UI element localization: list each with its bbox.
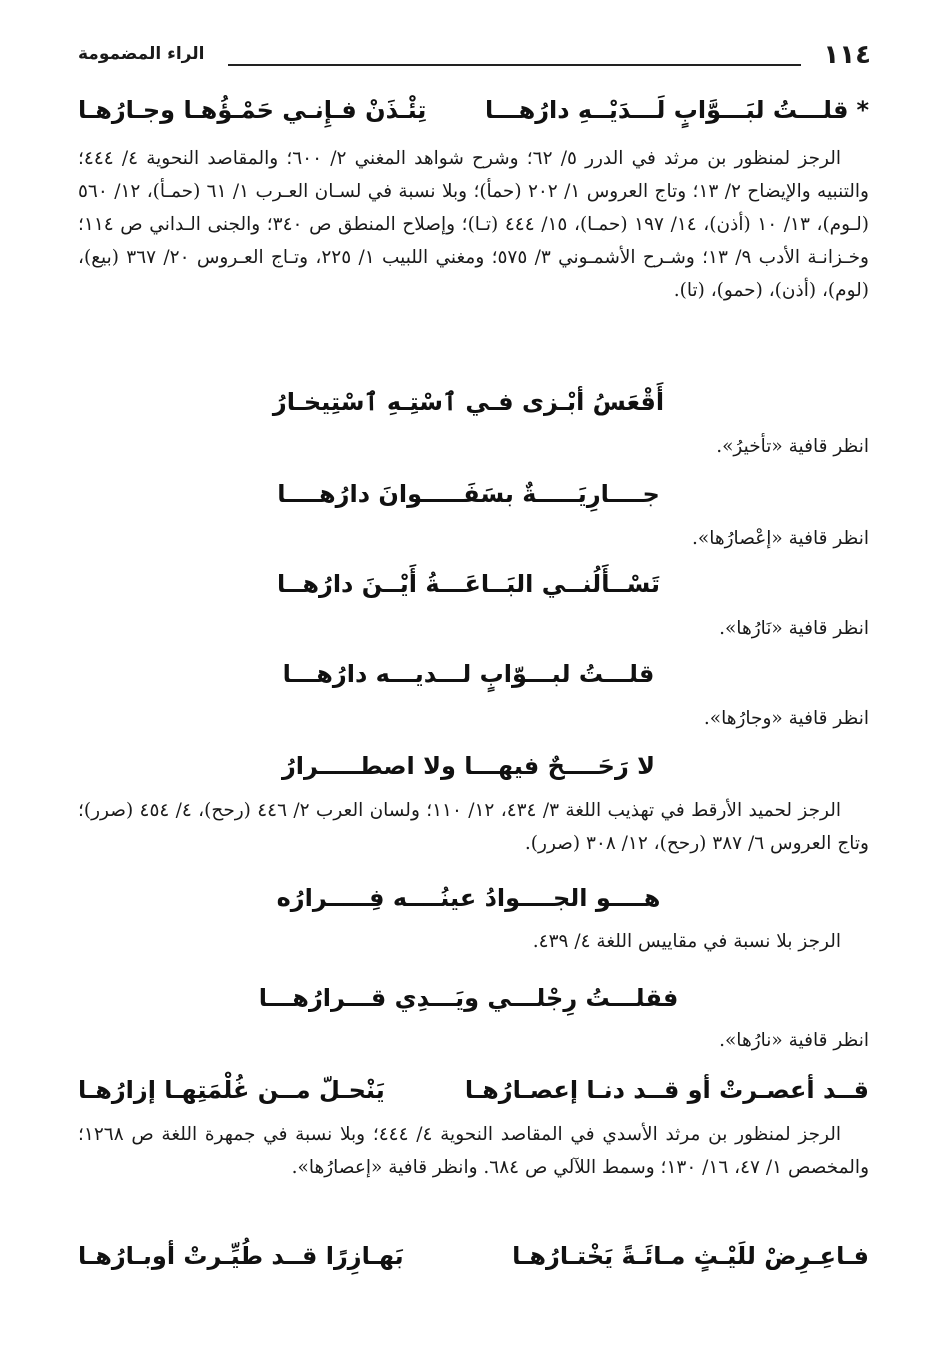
verse-line: جــــارِيَـــــةٌ بسَفَـــــوانَ دارُهــــا: [277, 480, 660, 508]
verse-text: قلـــتُ لبَـــوَّابٍ لَـــدَيْــهِ دارُهـــا: [484, 96, 849, 124]
cross-reference-note: انظر قافية «تأخيرُ».: [716, 436, 869, 457]
cross-reference-note: انظر قافية «إعْصارُها».: [692, 528, 869, 549]
verse-line: هــــو الجــــوادُ عينُــــه فِـــــرارُه: [276, 884, 661, 912]
source-text: الرجز بلا نسبة في مقاييس اللغة ٤/ ٤٣٩.: [532, 931, 841, 952]
verse-line: قلـــتُ لبـــوّابٍ لـــديـــه دارُهـــا: [282, 660, 655, 688]
source-text: الرجز لمنظور بن مرثد في الدرر ٥/ ٦٢؛ وشرح شواهد المغني ٢/ ٦٠٠؛ والمقاصد النحوية ٤/ ٤٤٤؛ والتنبيه والإيضاح ٢/ ١٣؛ وتاج العروس ١/ ٢٠٢ (حمأ)؛ وبلا نسبة في لسـان العـرب ١/ ٦١ (حمـأ)، ١٢/ ٥٦٠ (لـوم)، ١٣/ ١٠ (أذن)، ١٤/ ١٩٧ (حمـا)، ١٥/ ٤٤٤ (تـا)؛ وإصلاح المنطق ص ٣٤٠؛ والجنى الـداني ص ١١٤؛ وخـزانـة الأدب ٩/ ١٣؛ وشـرح الأشمـوني ٣/ ٥٧٥؛ ومغني اللبيب ١/ ٢٢٥، وتـاج العـروس ٢٠/ ٣٦٧ (بيع)، (لوم)، (أذن)، (حمو)، (تا).: [78, 148, 869, 301]
verse-hemistich-right: فـاعِـرِضْ للَيْـثٍ مـائَـةً يَخْتـارُهـا: [512, 1242, 869, 1270]
verse-line: أَقْعَسُ أبْـزى فـي ٱسْتِـهِ ٱسْتِيخـارُ: [272, 388, 665, 416]
verse-hemistich-right: قــد أعصـرتْ أو قــد دنـا إعصـارُهـا: [464, 1076, 869, 1104]
cross-reference-note: انظر قافية «نَارُها».: [719, 618, 869, 639]
source-paragraph: [78, 925, 869, 958]
source-paragraph: [78, 794, 869, 860]
verse-hemistich-right: [485, 96, 869, 124]
page-header: [78, 40, 871, 80]
source-text: الرجز لمنظور بن مرثد الأسدي في المقاصد النحوية ٤/ ٤٤٤؛ وبلا نسبة في جمهرة اللغة ص ١٢٦٨؛ والمخصص ١/ ٤٧، ١٦/ ١٣٠؛ وسمط اللآلي ص ٦٨٤. وانظر قافية «إعصارُها».: [78, 1124, 869, 1178]
verse-line: [78, 96, 869, 124]
verse-line: [78, 1242, 869, 1270]
verse-line: [78, 1076, 869, 1104]
verse-line: فقلـــتُ رِجْلـــي ويَـــدِي قـــرارُهـــا: [258, 984, 679, 1012]
verse-line: تَسْــأَلُنــي البَــاعَـــةُ أَيْــنَ دارُهــا: [276, 570, 661, 598]
page-number: ١١٤: [823, 40, 871, 70]
source-paragraph: [78, 1118, 869, 1184]
header-rule: [228, 64, 801, 66]
source-paragraph: [78, 142, 869, 307]
verse-hemistich-left: يَنْحـلّ مــن غُلْمَتِهـا إزارُهـا: [78, 1076, 385, 1104]
section-title: الراء المضمومة: [78, 44, 205, 64]
verse-hemistich-left: تِئْـذَنْ فـإِنـي حَمْـؤُهـا وجـارُهـا: [78, 96, 427, 124]
source-text: الرجز لحميد الأرقط في تهذيب اللغة ٣/ ٤٣٤، ١٢/ ١١٠؛ ولسان العرب ٢/ ٤٤٦ (رحح)، ٤/ ٤٥٤ (صرر)؛ وتاج العروس ٦/ ٣٨٧ (رحح)، ١٢/ ٣٠٨ (صرر).: [78, 800, 869, 854]
cross-reference-note: انظر قافية «نارُها».: [719, 1030, 869, 1051]
cross-reference-note: انظر قافية «وجارُها».: [703, 708, 869, 729]
verse-hemistich-left: بَهـازِرًا قــد طُيِّـرتْ أوبـارُهـا: [78, 1242, 404, 1270]
verse-line: لا رَحَــــحٌ فيهـــا ولا اصطـــــرارُ: [281, 752, 656, 780]
entry-marker: *: [856, 96, 869, 124]
